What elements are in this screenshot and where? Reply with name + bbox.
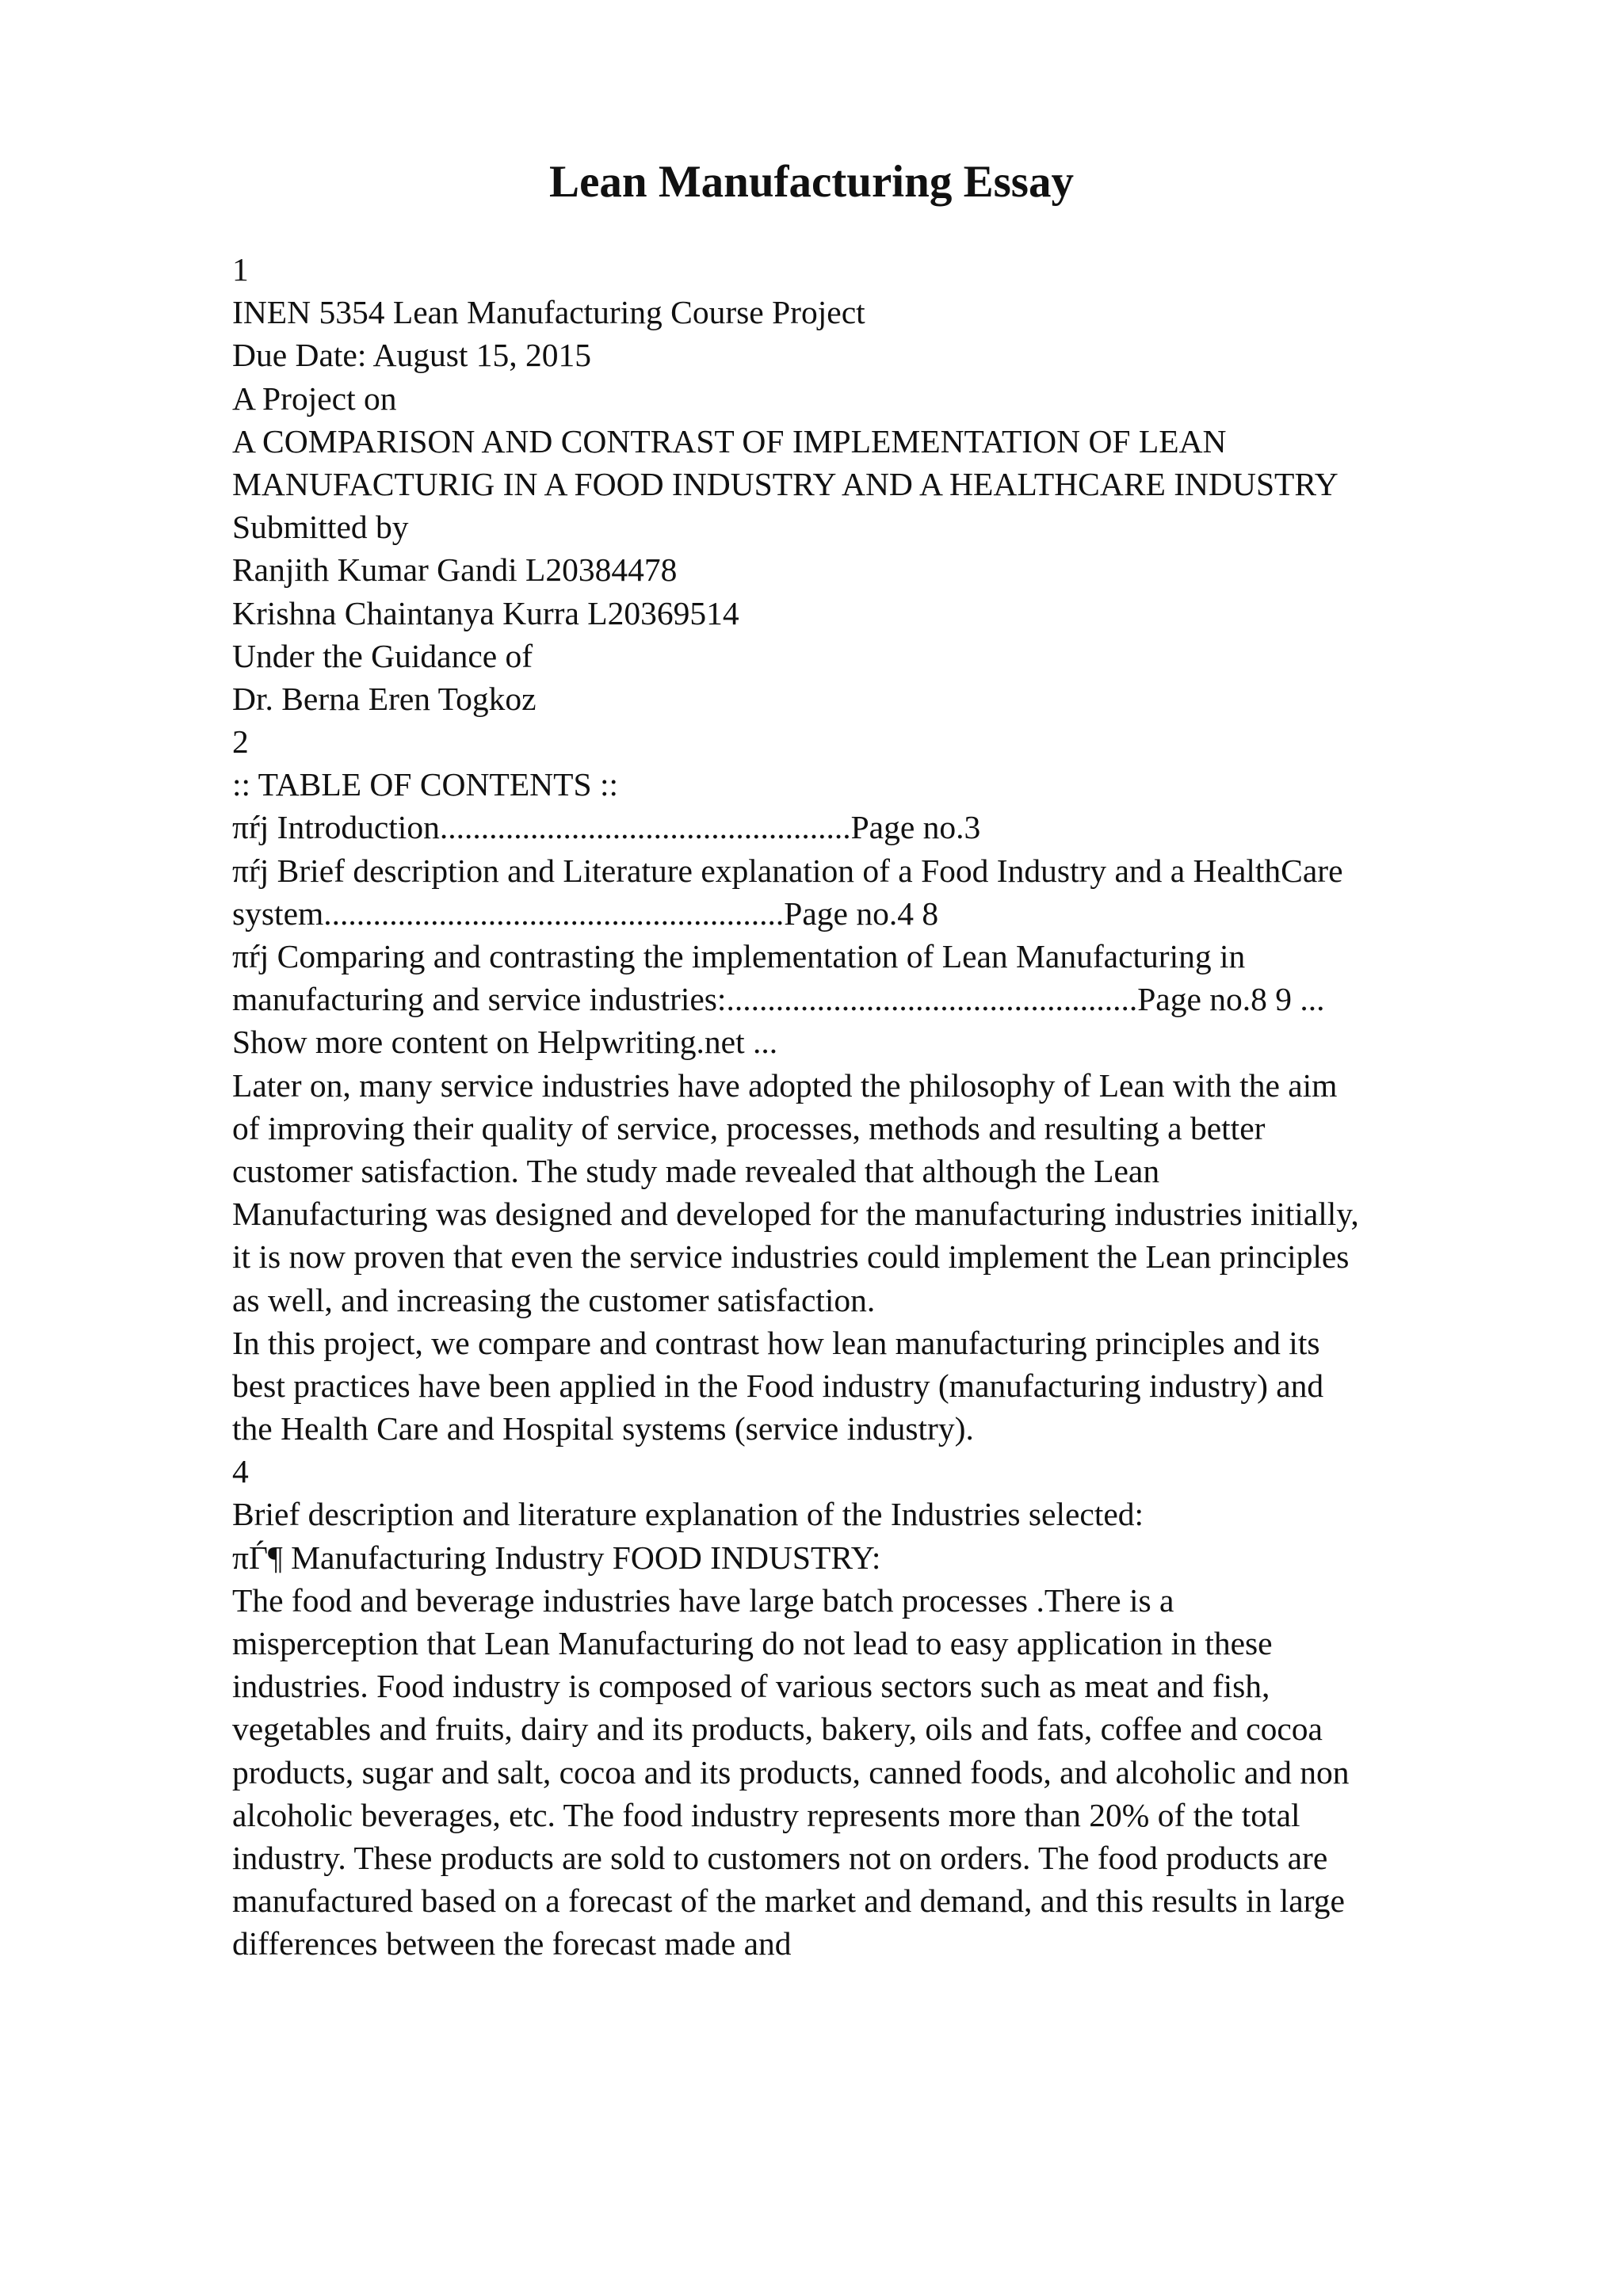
text-line: Show more content on Helpwriting.net ... bbox=[232, 1024, 778, 1061]
text-line: A COMPARISON AND CONTRAST OF IMPLEMENTATION OF LEAN bbox=[232, 422, 1227, 460]
text-line: πŕj Comparing and contrasting the implementation of Lean Manufacturing in bbox=[232, 938, 1246, 974]
text-line: πŕj Brief description and Literature explanation of a Food Industry and a HealthCare bbox=[232, 852, 1343, 889]
text-line: misperception that Lean Manufacturing do not lead to easy application in these bbox=[232, 1625, 1273, 1661]
text-line: customer satisfaction. The study made revealed that although the Lean bbox=[232, 1152, 1160, 1189]
text-line: Ranjith Kumar Gandi L20384478 bbox=[232, 551, 678, 589]
text-line: MANUFACTURIG IN A FOOD INDUSTRY AND A HEALTHCARE INDUSTRY bbox=[232, 465, 1338, 502]
text-line: industries. Food industry is composed of various sectors such as meat and fish, bbox=[232, 1668, 1270, 1705]
text-line: Under the Guidance of bbox=[232, 637, 533, 674]
text-line: products, sugar and salt, cocoa and its products, canned foods, and alcoholic and non bbox=[232, 1753, 1350, 1791]
text-line: Later on, many service industries have adopted the philosophy of Lean with the aim bbox=[232, 1066, 1338, 1104]
text-line: A Project on bbox=[232, 379, 397, 417]
text-line: 1 bbox=[232, 251, 249, 288]
text-line: INEN 5354 Lean Manufacturing Course Project bbox=[232, 294, 865, 331]
text-line: Dr. Berna Eren Togkoz bbox=[232, 680, 537, 717]
text-line: manufacturing and service industries:..................................................Page no.8 9 ... bbox=[232, 981, 1325, 1018]
text-line: alcoholic beverages, etc. The food industry represents more than 20% of the total bbox=[232, 1796, 1300, 1833]
text-line: industry. These products are sold to customers not on orders. The food products are bbox=[232, 1839, 1328, 1876]
text-line: :: TABLE OF CONTENTS :: bbox=[232, 766, 619, 803]
text-line: it is now proven that even the service industries could implement the Lean principles bbox=[232, 1238, 1350, 1276]
text-line: Manufacturing was designed and developed for the manufacturing industries initially, bbox=[232, 1196, 1359, 1233]
text-line: Brief description and literature explanation of the Industries selected: bbox=[232, 1496, 1144, 1533]
text-line: πЃ¶ Manufacturing Industry FOOD INDUSTRY: bbox=[232, 1539, 881, 1576]
text-line: vegetables and fruits, dairy and its products, bakery, oils and fats, coffee and cocoa bbox=[232, 1711, 1323, 1748]
text-line: best practices have been applied in the Food industry (manufacturing industry) and bbox=[232, 1367, 1324, 1404]
text-line: πŕj Introduction..................................................Page no.3 bbox=[232, 809, 981, 846]
text-line: 2 bbox=[232, 723, 249, 761]
document-title: Lean Manufacturing Essay bbox=[549, 157, 1074, 207]
text-line: manufactured based on a forecast of the market and demand, and this results in large bbox=[232, 1882, 1345, 1920]
text-line: The food and beverage industries have large batch processes .There is a bbox=[232, 1581, 1174, 1619]
text-line: Submitted by bbox=[232, 509, 409, 546]
text-line: 4 bbox=[232, 1453, 249, 1490]
document-body bbox=[232, 248, 1579, 1966]
text-line: of improving their quality of service, processes, methods and resulting a better bbox=[232, 1109, 1266, 1146]
text-line: system........................................................Page no.4 8 bbox=[232, 894, 939, 932]
text-line: as well, and increasing the customer satisfaction. bbox=[232, 1281, 876, 1318]
text-line: Krishna Chaintanya Kurra L20369514 bbox=[232, 594, 739, 631]
text-line: differences between the forecast made and bbox=[232, 1925, 792, 1962]
text-line: In this project, we compare and contrast how lean manufacturing principles and its bbox=[232, 1324, 1320, 1361]
text-line: the Health Care and Hospital systems (service industry). bbox=[232, 1410, 974, 1447]
text-line: Due Date: August 15, 2015 bbox=[232, 337, 591, 374]
